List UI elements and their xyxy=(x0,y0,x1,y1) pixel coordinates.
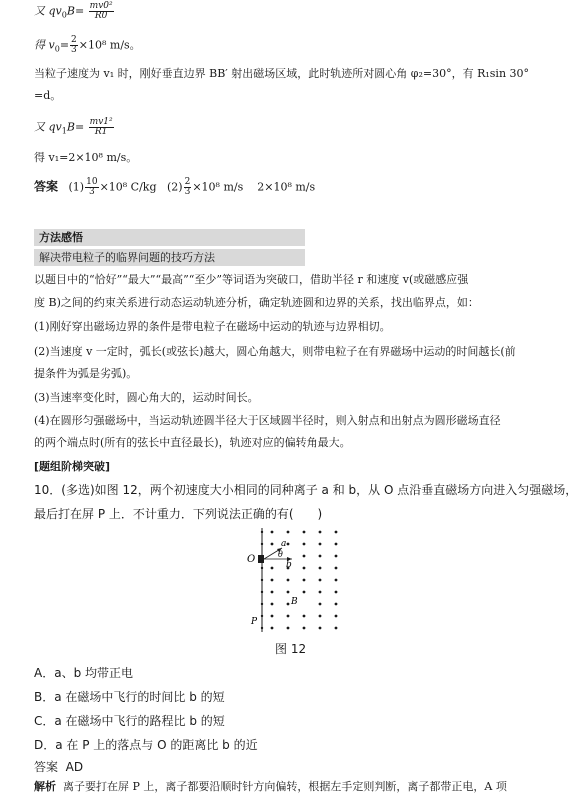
v0-prefix: 得 v xyxy=(34,38,55,52)
insight-point-4a: (4)在圆形匀强磁场中，当运动轨迹圆半径大于区域圆半径时，则入射点和出射点为圆形磁场直径 xyxy=(34,414,501,427)
field-dot xyxy=(287,579,290,582)
insight-title xyxy=(34,229,305,246)
section-label: [题组阶梯突破] xyxy=(34,460,111,473)
label-B: B xyxy=(291,597,298,607)
field-dot xyxy=(287,615,290,618)
field-dot xyxy=(319,567,322,570)
eq2-den: R1 xyxy=(94,127,108,137)
magnetic-field-dots xyxy=(261,531,338,630)
question-line-2: 最后打在屏 P 上．不计重力．下列说法正确的有( ) xyxy=(34,507,323,521)
insight-subtitle xyxy=(34,249,305,266)
answer-num1: 10 xyxy=(86,177,98,187)
option-d: D．a 在 P 上的落点与 O 的距离比 b 的近 xyxy=(34,738,258,752)
field-dot xyxy=(319,579,322,582)
answer-frac1 xyxy=(85,178,98,197)
analysis-text: 离子要打在屏 P 上，离子都要沿顺时针方向偏转，根据左手定则判断，离子都带正电，A 项 xyxy=(63,780,507,793)
field-dot xyxy=(287,603,290,606)
field-dot xyxy=(271,579,274,582)
field-dot xyxy=(287,531,290,534)
label-O: O xyxy=(247,554,256,565)
insight-point-4b: 的两个端点时(所有的弦长中直径最长)，轨迹对应的偏转角最大。 xyxy=(34,436,351,449)
option-b: B．a 在磁场中飞行的时间比 b 的短 xyxy=(34,690,225,704)
field-dot xyxy=(319,627,322,630)
v1-result: 得 v₁=2×10⁸ m/s。 xyxy=(34,151,138,164)
field-dot xyxy=(335,627,338,630)
answer-num2: 2 xyxy=(184,177,191,187)
analysis-label: 解析 xyxy=(34,780,56,793)
v0-num: 2 xyxy=(71,35,77,45)
field-dot xyxy=(319,591,322,594)
answer-label: 答案 xyxy=(34,179,59,194)
field-dot xyxy=(335,531,338,534)
answer-frac2 xyxy=(184,178,192,197)
eq1-prefix: 又 qv xyxy=(34,4,62,18)
field-dot xyxy=(271,531,274,534)
v0-sub: 0 xyxy=(54,44,60,54)
v1-line-2: =d。 xyxy=(34,89,62,102)
analysis-line xyxy=(34,780,507,794)
answer-part2: (2) xyxy=(167,180,183,194)
field-dot xyxy=(319,615,322,618)
field-dot xyxy=(303,531,306,534)
answer-part3: 2×10⁸ m/s xyxy=(257,180,316,194)
field-dot xyxy=(303,615,306,618)
field-dot xyxy=(319,555,322,558)
eq1-den: R0 xyxy=(94,11,108,21)
eq2-prefix: 又 qv xyxy=(34,120,62,134)
v0-line xyxy=(34,36,141,57)
insight-title-text: 方法感悟 xyxy=(39,231,83,244)
v0-eq: = xyxy=(59,38,70,52)
figure-12 xyxy=(240,524,340,636)
field-dot xyxy=(335,555,338,558)
field-dot xyxy=(271,567,274,570)
field-dot xyxy=(271,627,274,630)
eq1-sub: 0 xyxy=(61,10,67,20)
figure-caption: 图 12 xyxy=(275,642,307,656)
eq-line-1 xyxy=(34,2,115,23)
insight-intro-2: 度 B)之间的约束关系进行动态运动轨迹分析，确定轨迹圆和边界的关系，找出临界点，如： xyxy=(34,296,479,309)
insight-intro-1: 以题目中的“恰好”“最大”“最高”“至少”等词语为突破口，借助半径 r 和速度 v(或磁感应强 xyxy=(34,273,469,286)
label-theta: θ xyxy=(278,550,283,559)
option-c: C．a 在磁场中飞行的路程比 b 的短 xyxy=(34,714,225,728)
v0-den: 3 xyxy=(71,45,77,55)
answer-part2-tail: ×10⁸ m/s xyxy=(192,180,244,194)
answer-label-q: 答案 xyxy=(34,760,59,774)
answer-line-top xyxy=(34,178,315,197)
eq2-num: mv1² xyxy=(89,117,113,127)
eq2-sub: 1 xyxy=(61,126,67,136)
v0-tail: ×10⁸ m/s。 xyxy=(78,38,141,52)
insight-point-3: (3)当速率变化时，圆心角大的，运动时间长。 xyxy=(34,391,259,404)
field-dot xyxy=(287,627,290,630)
field-dot xyxy=(303,627,306,630)
field-dot xyxy=(319,531,322,534)
v1-line-1: 当粒子速度为 v₁ 时，刚好垂直边界 BB′ 射出磁场区域，此时轨迹所对圆心角 φ₂=30°，有 R₁sin 30° xyxy=(34,67,530,80)
field-dot xyxy=(303,567,306,570)
question-line-1: 10．(多选)如图 12，两个初速度大小相同的同种离子 a 和 b，从 O 点沿垂直磁场方向进入匀强磁场， xyxy=(34,483,577,497)
field-dot xyxy=(303,579,306,582)
insight-point-2b: 提条件为弧是劣弧)。 xyxy=(34,367,138,380)
label-a: a xyxy=(281,539,287,549)
answer-den2: 3 xyxy=(184,187,191,197)
label-P: P xyxy=(251,617,258,627)
field-dot xyxy=(335,615,338,618)
field-dot xyxy=(335,543,338,546)
field-dot xyxy=(335,603,338,606)
field-dot xyxy=(303,543,306,546)
field-dot xyxy=(335,567,338,570)
eq1-mid: B= xyxy=(66,4,85,18)
field-dot xyxy=(271,603,274,606)
answer-den1: 3 xyxy=(88,187,95,197)
answer-line xyxy=(34,758,83,775)
field-dot xyxy=(303,591,306,594)
field-dot xyxy=(271,615,274,618)
eq1-num: mv0² xyxy=(89,1,113,11)
eq2-fraction xyxy=(89,118,114,137)
answer-part1: (1) xyxy=(68,180,85,194)
insight-point-1: (1)刚好穿出磁场边界的条件是带电粒子在磁场中运动的轨迹与边界相切。 xyxy=(34,320,391,333)
source-block xyxy=(258,555,264,563)
field-dot xyxy=(335,579,338,582)
eq1-fraction xyxy=(89,2,114,21)
field-dot xyxy=(319,603,322,606)
label-b: b xyxy=(286,560,292,570)
insight-subtitle-text: 解决带电粒子的临界问题的技巧方法 xyxy=(39,251,215,264)
field-dot xyxy=(271,591,274,594)
field-dot xyxy=(287,591,290,594)
option-a: A．a、b 均带正电 xyxy=(34,666,133,680)
answer-part1-tail: ×10⁸ C/kg xyxy=(99,180,157,194)
field-dot xyxy=(271,543,274,546)
field-dot xyxy=(287,543,290,546)
eq-line-2 xyxy=(34,118,115,139)
answer-value: AD xyxy=(65,760,84,774)
field-dot xyxy=(319,543,322,546)
field-dot xyxy=(303,555,306,558)
field-dot xyxy=(335,591,338,594)
v0-fraction xyxy=(70,36,78,55)
eq2-mid: B= xyxy=(66,120,85,134)
insight-point-2a: (2)当速度 v 一定时，弧长(或弦长)越大，圆心角越大，则带电粒子在有界磁场中运动的时间越长(前 xyxy=(34,345,516,358)
